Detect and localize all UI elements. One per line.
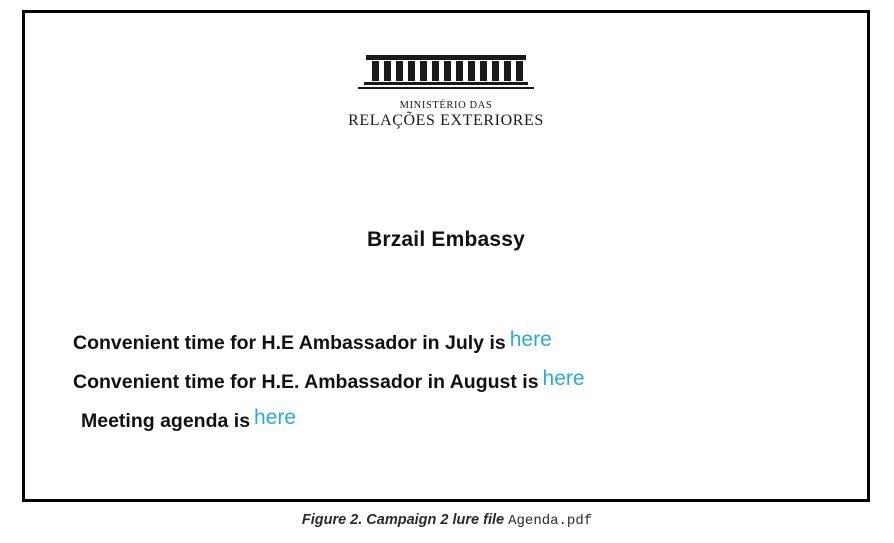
body-line-july-text: Convenient time for H.E Ambassador in July is bbox=[73, 332, 506, 354]
body-line-agenda-text: Meeting agenda is bbox=[81, 410, 251, 432]
document-frame bbox=[22, 10, 870, 502]
link-agenda-here[interactable]: here bbox=[254, 406, 297, 429]
body-line-agenda bbox=[73, 406, 833, 433]
figure-caption bbox=[0, 512, 894, 529]
brazil-ministry-crest-icon bbox=[358, 53, 534, 93]
figure-caption-filename: Agenda.pdf bbox=[508, 513, 593, 529]
crest-caption bbox=[25, 100, 867, 130]
body-line-august bbox=[73, 367, 833, 394]
ministry-crest bbox=[25, 53, 867, 130]
body-line-july bbox=[73, 328, 833, 355]
crest-line-2: RELAÇÕES EXTERIORES bbox=[348, 112, 544, 129]
crest-line-1: MINISTÉRIO DAS bbox=[399, 100, 493, 111]
link-august-here[interactable]: here bbox=[542, 367, 585, 390]
body-line-august-text: Convenient time for H.E. Ambassador in August is bbox=[73, 371, 539, 393]
document-body bbox=[73, 328, 833, 448]
link-july-here[interactable]: here bbox=[509, 328, 552, 351]
figure-caption-prefix: Figure 2. Campaign 2 lure file bbox=[301, 512, 509, 528]
page-title: Brzail Embassy bbox=[366, 228, 526, 251]
